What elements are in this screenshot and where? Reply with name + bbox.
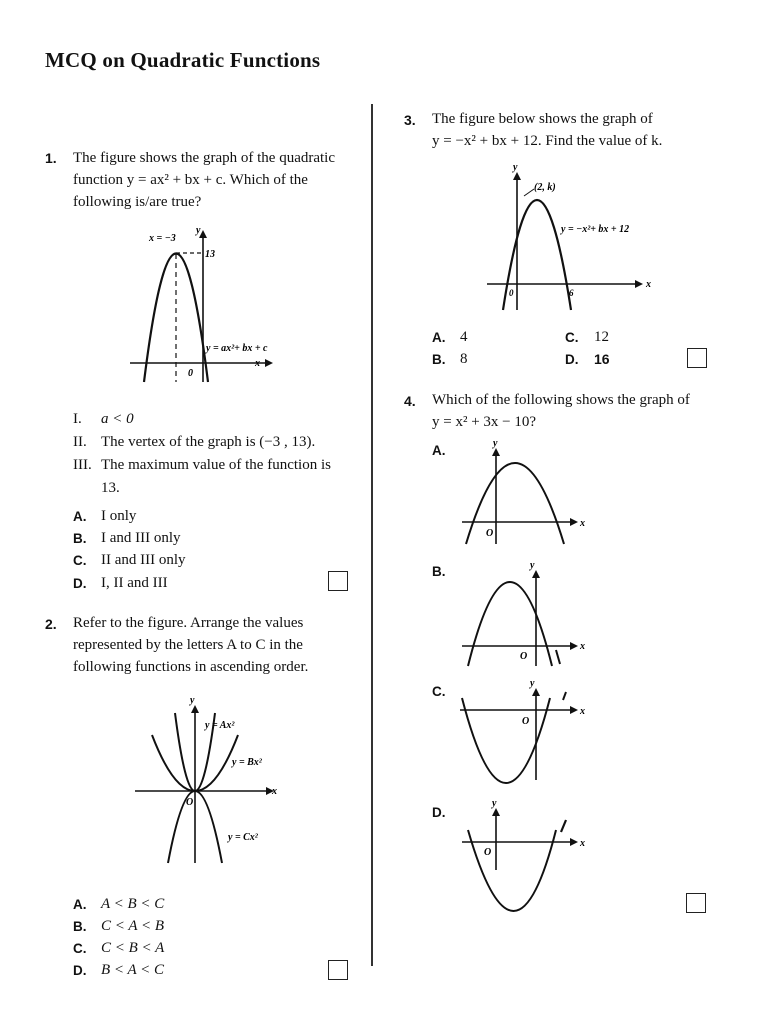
q2-number: 2.: [45, 616, 57, 632]
q1-answer-box[interactable]: [328, 571, 348, 591]
q2-answer-box[interactable]: [328, 960, 348, 980]
q1-statement-3: The maximum value of the function is: [101, 457, 331, 473]
q2-label-a: y = Ax²: [205, 720, 235, 731]
q1-option-c[interactable]: II and III only: [101, 552, 186, 568]
q4-label-c: C.: [432, 684, 446, 699]
q4-graph-c[interactable]: [458, 678, 588, 788]
q1-option-b[interactable]: I and III only: [101, 530, 181, 546]
q2-option-b[interactable]: C < A < B: [101, 918, 165, 934]
q1-equation-label: y = ax²+ bx + c: [206, 343, 268, 354]
column-divider: [371, 104, 373, 966]
q2-option-c[interactable]: C < B < A: [101, 940, 165, 956]
q1-option-a[interactable]: I only: [101, 508, 137, 524]
q4-graph-d[interactable]: [460, 800, 590, 910]
q2-option-d[interactable]: B < A < C: [101, 962, 165, 978]
q1-option-a-letter: A.: [73, 509, 87, 524]
q4-text-line-2: y = x² + 3x − 10?: [432, 414, 537, 430]
q1-statement-2: The vertex of the graph is (−3 , 13).: [101, 434, 316, 450]
q1-text-line-2: function y = ax² + bx + c. Which of the: [73, 172, 308, 188]
q1-number: 1.: [45, 150, 57, 166]
q3-six-label: 6: [569, 288, 574, 298]
q2-option-c-letter: C.: [73, 941, 87, 956]
q3-number: 3.: [404, 112, 416, 128]
q1-option-d-letter: D.: [73, 576, 87, 591]
q2-option-a[interactable]: A < B < C: [101, 896, 165, 912]
q2-graph: [130, 695, 290, 870]
q3-option-a[interactable]: 4: [460, 329, 468, 345]
q4c-origin-label: O: [522, 716, 530, 727]
q3-answer-box[interactable]: [687, 348, 707, 368]
q4d-x-label: x: [580, 838, 585, 849]
q2-label-b: y = Bx²: [232, 757, 262, 768]
q2-text-line-1: Refer to the figure. Arrange the values: [73, 615, 304, 631]
q4b-y-label: y: [530, 560, 535, 571]
q1-x-axis-label: x: [255, 358, 260, 369]
q2-option-d-letter: D.: [73, 963, 87, 978]
q1-vertex-line-label: x = −3: [149, 233, 176, 244]
q4c-x-label: x: [580, 706, 585, 717]
q3-option-c-letter: C.: [565, 330, 579, 345]
q1-value-label: 13: [205, 249, 215, 260]
q1-statement-3-cont: 13.: [101, 480, 120, 496]
q2-origin-label: O: [186, 797, 194, 808]
q4c-y-label: y: [530, 678, 535, 689]
q2-option-a-letter: A.: [73, 897, 87, 912]
q1-statement-1: a < 0: [101, 411, 134, 427]
q4-graph-a[interactable]: [460, 436, 590, 546]
q2-text-line-2: represented by the letters A to C in the: [73, 637, 303, 653]
q3-text-line-2: y = −x² + bx + 12. Find the value of k.: [432, 133, 663, 149]
q2-y-axis-label: y: [190, 695, 195, 706]
q2-label-c: y = Cx²: [228, 832, 258, 843]
q4b-x-label: x: [580, 641, 585, 652]
q3-text-line-1: The figure below shows the graph of: [432, 111, 653, 127]
q3-graph: [485, 160, 655, 315]
q4b-origin-label: O: [520, 651, 528, 662]
page-title: MCQ on Quadratic Functions: [45, 48, 321, 72]
q3-x-axis-label: x: [646, 279, 651, 290]
q4a-y-label: y: [493, 438, 498, 449]
q1-option-d[interactable]: I, II and III: [101, 575, 168, 591]
q4-number: 4.: [404, 393, 416, 409]
q1-graph: [130, 222, 300, 387]
q1-option-c-letter: C.: [73, 553, 87, 568]
q3-y-axis-label: y: [513, 162, 518, 173]
q2-option-b-letter: B.: [73, 919, 87, 934]
q1-text-line-3: following is/are true?: [73, 194, 202, 210]
q4-answer-box[interactable]: [686, 893, 706, 913]
q3-option-b-letter: B.: [432, 352, 446, 367]
q1-origin-label: 0: [188, 368, 193, 379]
q2-x-axis-label: x: [272, 786, 277, 797]
q4-label-b: B.: [432, 564, 446, 579]
q1-statement-roman-2: II.: [73, 434, 87, 450]
q1-statement-roman-3: III.: [73, 457, 92, 473]
q4-text-line-1: Which of the following shows the graph of: [432, 392, 690, 408]
q3-option-b[interactable]: 8: [460, 351, 468, 367]
q3-option-a-letter: A.: [432, 330, 446, 345]
q3-origin-label: 0: [509, 288, 514, 298]
q3-option-d-letter: D.: [565, 352, 579, 367]
q3-point-label: (2, k): [534, 182, 556, 193]
q1-y-axis-label: y: [196, 225, 201, 236]
q2-text-line-3: following functions in ascending order.: [73, 659, 309, 675]
q1-text-line-1: The figure shows the graph of the quadratic: [73, 150, 335, 166]
q4a-x-label: x: [580, 518, 585, 529]
q4d-y-label: y: [492, 798, 497, 809]
q4-label-d: D.: [432, 805, 446, 820]
q3-option-d[interactable]: 16: [594, 351, 610, 367]
q4a-origin-label: O: [486, 528, 494, 539]
q3-equation-label: y = −x²+ bx + 12: [561, 224, 630, 235]
q1-option-b-letter: B.: [73, 531, 87, 546]
q3-option-c[interactable]: 12: [594, 329, 609, 345]
q4-graph-b[interactable]: [460, 558, 590, 668]
q4-label-a: A.: [432, 443, 446, 458]
q4d-origin-label: O: [484, 847, 492, 858]
q1-statement-roman-1: I.: [73, 411, 82, 427]
